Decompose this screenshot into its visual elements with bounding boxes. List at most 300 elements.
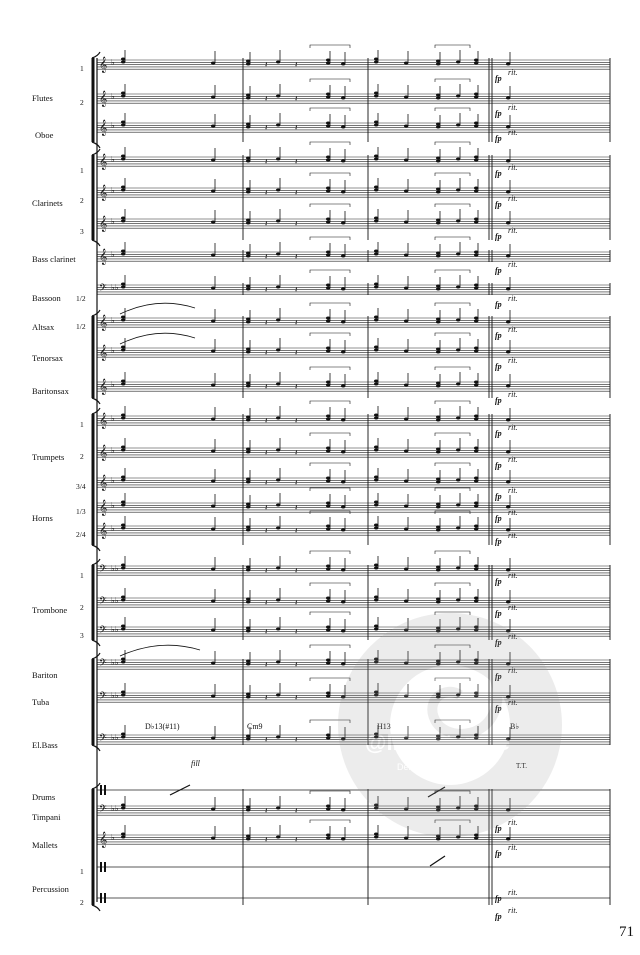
notehead xyxy=(326,662,330,665)
rest-icon: 𝄽 xyxy=(265,627,268,636)
triplet-bracket xyxy=(310,791,350,794)
rest-icon: 𝄽 xyxy=(295,693,298,702)
label-horns-24: 2/4 xyxy=(76,530,86,539)
key-signature-flat-icon: ♭ xyxy=(111,501,115,510)
notehead xyxy=(436,97,440,100)
rest-icon: 𝄽 xyxy=(295,123,298,132)
notehead xyxy=(326,737,330,740)
rit-marking: rit. xyxy=(508,163,518,172)
notehead xyxy=(276,286,280,289)
key-signature-flat-icon: ♭ xyxy=(111,121,115,130)
notehead xyxy=(404,287,408,290)
notehead xyxy=(404,221,408,224)
label-elbass: El.Bass xyxy=(32,740,58,750)
treble-clef-icon: 𝄞 xyxy=(99,523,108,539)
rest-icon: 𝄽 xyxy=(295,219,298,228)
rit-marking: rit. xyxy=(508,486,518,495)
rest-icon: 𝄽 xyxy=(265,348,268,357)
notehead xyxy=(341,160,345,163)
notehead xyxy=(276,253,280,256)
notehead xyxy=(211,159,215,162)
dynamic-fp: fp xyxy=(495,638,502,647)
rest-icon: 𝄽 xyxy=(295,60,298,69)
triplet-bracket xyxy=(435,551,470,554)
notehead xyxy=(474,384,478,387)
notehead xyxy=(121,95,125,98)
notehead xyxy=(246,696,250,699)
label-drums: Drums xyxy=(32,792,56,802)
notehead xyxy=(456,158,460,161)
notehead xyxy=(246,385,250,388)
triplet-bracket xyxy=(435,79,470,82)
notehead xyxy=(436,451,440,454)
notehead xyxy=(404,418,408,421)
percussion-clef-icon xyxy=(100,862,102,872)
notehead xyxy=(246,97,250,100)
notehead xyxy=(211,384,215,387)
treble-clef-icon: 𝄞 xyxy=(99,500,108,516)
bass-clef-icon: 𝄢 xyxy=(99,282,107,296)
notehead xyxy=(246,529,250,532)
notehead xyxy=(456,189,460,192)
notehead xyxy=(276,628,280,631)
dynamic-fp: fp xyxy=(495,396,502,405)
label-trumpets-2: 2 xyxy=(80,452,84,461)
notehead xyxy=(474,96,478,99)
rest-icon: 𝄽 xyxy=(295,318,298,327)
triplet-bracket xyxy=(435,367,470,370)
label-percussion: Percussion xyxy=(32,884,69,894)
triplet-bracket xyxy=(310,173,350,176)
rest-icon: 𝄽 xyxy=(265,94,268,103)
notehead xyxy=(474,190,478,193)
label-trombone-3: 3 xyxy=(80,631,84,640)
key-signature-flat-icon: ♭♭ xyxy=(111,804,119,813)
notehead xyxy=(211,320,215,323)
triplet-bracket xyxy=(435,583,470,586)
triplet-bracket xyxy=(310,720,350,723)
rest-icon: 𝄽 xyxy=(265,318,268,327)
notehead xyxy=(506,222,510,225)
notehead xyxy=(341,630,345,633)
rit-marking: rit. xyxy=(508,906,518,915)
notehead xyxy=(374,449,378,452)
rit-marking: rit. xyxy=(508,325,518,334)
dynamic-fp: fp xyxy=(495,672,502,681)
treble-clef-icon: 𝄞 xyxy=(99,832,108,848)
notehead xyxy=(211,221,215,224)
rest-icon: 𝄽 xyxy=(265,252,268,261)
notehead xyxy=(474,62,478,65)
notehead xyxy=(326,159,330,162)
label-tuba: Tuba xyxy=(32,697,50,707)
rest-icon: 𝄽 xyxy=(265,123,268,132)
notehead xyxy=(121,479,125,482)
chord-symbol-3: H13 xyxy=(377,722,391,731)
notehead xyxy=(404,190,408,193)
notehead xyxy=(341,255,345,258)
label-trombone-1: 1 xyxy=(80,571,84,580)
notehead xyxy=(326,629,330,632)
notehead xyxy=(211,287,215,290)
notehead xyxy=(474,808,478,811)
rit-marking: rit. xyxy=(508,571,518,580)
notehead xyxy=(121,349,125,352)
notehead xyxy=(404,384,408,387)
notehead xyxy=(374,349,378,352)
notehead xyxy=(456,836,460,839)
notehead xyxy=(374,836,378,839)
label-oboe: Oboe xyxy=(35,130,54,140)
rit-marking: rit. xyxy=(508,508,518,517)
treble-clef-icon: 𝄞 xyxy=(99,120,108,136)
notehead xyxy=(211,808,215,811)
notehead xyxy=(246,601,250,604)
notehead xyxy=(326,568,330,571)
notehead xyxy=(436,288,440,291)
notehead xyxy=(211,125,215,128)
notehead xyxy=(246,191,250,194)
notehead xyxy=(326,600,330,603)
notehead xyxy=(211,568,215,571)
notehead xyxy=(121,661,125,664)
notehead xyxy=(121,599,125,602)
notehead xyxy=(246,630,250,633)
dynamic-fp: fp xyxy=(495,537,502,546)
notehead xyxy=(121,807,125,810)
notehead xyxy=(374,286,378,289)
label-percussion-2: 2 xyxy=(80,898,84,907)
notehead xyxy=(474,505,478,508)
notehead xyxy=(506,451,510,454)
key-signature-flat-icon: ♭ xyxy=(111,316,115,325)
triplet-bracket xyxy=(310,367,350,370)
treble-clef-icon: 𝄞 xyxy=(99,249,108,265)
notehead xyxy=(121,694,125,697)
notehead xyxy=(326,450,330,453)
label-percussion-1: 1 xyxy=(80,867,84,876)
dynamic-fp: fp xyxy=(495,849,502,858)
label-baritonsax: Baritonsax xyxy=(32,386,69,396)
notehead xyxy=(456,736,460,739)
notehead xyxy=(246,419,250,422)
key-signature-flat-icon: ♭ xyxy=(111,58,115,67)
label-altsax: Altsax xyxy=(32,322,55,332)
notehead xyxy=(326,320,330,323)
notehead xyxy=(246,222,250,225)
notehead xyxy=(211,418,215,421)
notehead xyxy=(374,220,378,223)
label-trumpets-34: 3/4 xyxy=(76,482,86,491)
notehead xyxy=(276,383,280,386)
triplet-bracket xyxy=(310,463,350,466)
notehead xyxy=(121,158,125,161)
key-signature-flat-icon: ♭♭ xyxy=(111,691,119,700)
treble-clef-icon: 𝄞 xyxy=(99,475,108,491)
rit-marking: rit. xyxy=(508,294,518,303)
notehead xyxy=(404,350,408,353)
notehead xyxy=(436,160,440,163)
key-signature-flat-icon: ♭ xyxy=(111,524,115,533)
triplet-bracket xyxy=(435,270,470,273)
chord-symbol-1: D♭13(#11) xyxy=(145,722,180,731)
notehead xyxy=(121,319,125,322)
rit-marking: rit. xyxy=(508,128,518,137)
rest-icon: 𝄽 xyxy=(295,835,298,844)
label-bassoon-num: 1/2 xyxy=(76,294,86,303)
label-bariton: Bariton xyxy=(32,670,58,680)
notehead xyxy=(374,527,378,530)
dynamic-fp: fp xyxy=(495,912,502,921)
notehead xyxy=(374,383,378,386)
notehead xyxy=(374,628,378,631)
percussion-clef-icon xyxy=(100,893,102,903)
notehead xyxy=(474,287,478,290)
rest-icon: 𝄽 xyxy=(265,416,268,425)
notehead xyxy=(246,809,250,812)
notehead xyxy=(374,736,378,739)
notehead xyxy=(341,809,345,812)
rest-icon: 𝄽 xyxy=(295,448,298,457)
dynamic-fp: fp xyxy=(495,704,502,713)
triplet-bracket xyxy=(310,645,350,648)
rit-marking: rit. xyxy=(508,698,518,707)
rest-icon: 𝄽 xyxy=(295,416,298,425)
notehead xyxy=(276,807,280,810)
rest-icon: 𝄽 xyxy=(295,348,298,357)
notehead xyxy=(506,351,510,354)
notehead xyxy=(436,255,440,258)
rit-marking: rit. xyxy=(508,455,518,464)
fill-marking: fill xyxy=(191,759,200,768)
key-signature-flat-icon: ♭♭ xyxy=(111,596,119,605)
notehead xyxy=(506,738,510,741)
notehead xyxy=(326,505,330,508)
notehead xyxy=(404,568,408,571)
notehead xyxy=(211,190,215,193)
notehead xyxy=(456,124,460,127)
notehead xyxy=(506,419,510,422)
key-signature-flat-icon: ♭ xyxy=(111,476,115,485)
rest-icon: 𝄽 xyxy=(265,526,268,535)
rit-marking: rit. xyxy=(508,390,518,399)
key-signature-flat-icon: ♭ xyxy=(111,346,115,355)
triplet-bracket xyxy=(310,303,350,306)
notehead xyxy=(506,255,510,258)
notehead xyxy=(404,62,408,65)
notehead xyxy=(246,569,250,572)
notehead xyxy=(506,385,510,388)
treble-clef-icon: 𝄞 xyxy=(99,185,108,201)
notehead xyxy=(121,836,125,839)
treble-clef-icon: 𝄞 xyxy=(99,216,108,232)
notehead xyxy=(404,737,408,740)
notehead xyxy=(326,384,330,387)
notehead xyxy=(456,661,460,664)
rit-marking: rit. xyxy=(508,666,518,675)
rest-icon: 𝄽 xyxy=(265,448,268,457)
notehead xyxy=(246,506,250,509)
dynamic-fp: fp xyxy=(495,300,502,309)
notehead xyxy=(341,601,345,604)
rest-icon: 𝄽 xyxy=(295,285,298,294)
notehead xyxy=(474,837,478,840)
notehead xyxy=(474,159,478,162)
label-bass-clarinet: Bass clarinet xyxy=(32,254,76,264)
notehead xyxy=(404,254,408,257)
notehead xyxy=(326,287,330,290)
label-trumpets-1: 1 xyxy=(80,420,84,429)
notehead xyxy=(374,158,378,161)
notehead xyxy=(436,630,440,633)
notehead xyxy=(121,527,125,530)
label-flutes-2: 2 xyxy=(80,98,84,107)
notehead xyxy=(341,838,345,841)
notehead xyxy=(506,321,510,324)
notehead xyxy=(374,61,378,64)
notehead xyxy=(211,737,215,740)
slur xyxy=(120,333,195,344)
notehead xyxy=(404,662,408,665)
rest-icon: 𝄽 xyxy=(265,382,268,391)
triplet-bracket xyxy=(435,463,470,466)
notehead xyxy=(121,567,125,570)
notehead xyxy=(211,528,215,531)
bass-clef-icon: 𝄢 xyxy=(99,595,107,609)
notehead xyxy=(341,126,345,129)
notehead xyxy=(276,836,280,839)
rit-marking: rit. xyxy=(508,194,518,203)
label-horns: Horns xyxy=(32,513,53,523)
bass-clef-icon: 𝄢 xyxy=(99,732,107,746)
label-mallets: Mallets xyxy=(32,840,58,850)
chord-symbol-2: Cm9 xyxy=(247,722,263,731)
notehead xyxy=(121,736,125,739)
key-signature-flat-icon: ♭ xyxy=(111,414,115,423)
notehead xyxy=(276,694,280,697)
notehead xyxy=(436,601,440,604)
key-signature-flat-icon: ♭ xyxy=(111,833,115,842)
triplet-bracket xyxy=(310,333,350,336)
triplet-bracket xyxy=(435,401,470,404)
notehead xyxy=(456,628,460,631)
notehead xyxy=(246,321,250,324)
dynamic-fp: fp xyxy=(495,514,502,523)
label-flutes-1: 1 xyxy=(80,64,84,73)
notehead xyxy=(326,528,330,531)
label-clarinets-1: 1 xyxy=(80,166,84,175)
notehead xyxy=(211,480,215,483)
notehead xyxy=(456,417,460,420)
notehead xyxy=(374,694,378,697)
notehead xyxy=(121,286,125,289)
notehead xyxy=(211,662,215,665)
notehead xyxy=(436,506,440,509)
notehead xyxy=(456,567,460,570)
notehead xyxy=(276,736,280,739)
notehead xyxy=(121,253,125,256)
notehead xyxy=(121,417,125,420)
notehead xyxy=(456,504,460,507)
rit-marking: rit. xyxy=(508,632,518,641)
notehead xyxy=(326,96,330,99)
triplet-bracket xyxy=(435,108,470,111)
notehead xyxy=(341,451,345,454)
triplet-bracket xyxy=(435,433,470,436)
triplet-bracket xyxy=(435,237,470,240)
treble-clef-icon: 𝄞 xyxy=(99,413,108,429)
notehead xyxy=(436,385,440,388)
notehead xyxy=(374,599,378,602)
notehead xyxy=(374,189,378,192)
notehead xyxy=(474,568,478,571)
dynamic-fp: fp xyxy=(495,232,502,241)
notehead xyxy=(276,61,280,64)
triplet-bracket xyxy=(310,401,350,404)
triplet-bracket xyxy=(435,142,470,145)
rest-icon: 𝄽 xyxy=(295,157,298,166)
notehead xyxy=(326,837,330,840)
rest-icon: 𝄽 xyxy=(265,598,268,607)
notehead xyxy=(326,418,330,421)
triplet-bracket xyxy=(435,612,470,615)
rest-icon: 𝄽 xyxy=(265,157,268,166)
notehead xyxy=(211,600,215,603)
notehead xyxy=(326,190,330,193)
notehead xyxy=(456,527,460,530)
rest-icon: 𝄽 xyxy=(295,252,298,261)
notehead xyxy=(341,529,345,532)
triplet-bracket xyxy=(310,108,350,111)
notehead xyxy=(341,385,345,388)
notehead xyxy=(474,528,478,531)
notehead xyxy=(404,450,408,453)
triplet-bracket xyxy=(310,45,350,48)
rit-marking: rit. xyxy=(508,356,518,365)
notehead xyxy=(276,504,280,507)
notehead xyxy=(211,629,215,632)
key-signature-flat-icon: ♭ xyxy=(111,217,115,226)
notehead xyxy=(211,695,215,698)
chord-symbol-4: B♭ xyxy=(510,722,520,731)
triplet-bracket xyxy=(435,645,470,648)
rest-icon: 𝄽 xyxy=(265,188,268,197)
notehead xyxy=(436,809,440,812)
notehead xyxy=(474,418,478,421)
key-signature-flat-icon: ♭♭ xyxy=(111,283,119,292)
notehead xyxy=(211,96,215,99)
watermark-subtext: Der Online-Notenshop xyxy=(397,762,487,772)
notehead xyxy=(246,351,250,354)
triplet-bracket xyxy=(435,791,470,794)
notehead xyxy=(341,191,345,194)
notehead xyxy=(326,62,330,65)
key-signature-flat-icon: ♭ xyxy=(111,92,115,101)
notehead xyxy=(341,63,345,66)
rest-icon: 𝄽 xyxy=(295,598,298,607)
triplet-bracket xyxy=(435,173,470,176)
notehead xyxy=(341,222,345,225)
rest-icon: 𝄽 xyxy=(295,503,298,512)
rit-marking: rit. xyxy=(508,843,518,852)
notehead xyxy=(404,837,408,840)
key-signature-flat-icon: ♭♭ xyxy=(111,733,119,742)
notehead xyxy=(404,480,408,483)
rest-icon: 𝄽 xyxy=(295,735,298,744)
key-signature-flat-icon: ♭ xyxy=(111,446,115,455)
notehead xyxy=(276,449,280,452)
notehead xyxy=(436,481,440,484)
